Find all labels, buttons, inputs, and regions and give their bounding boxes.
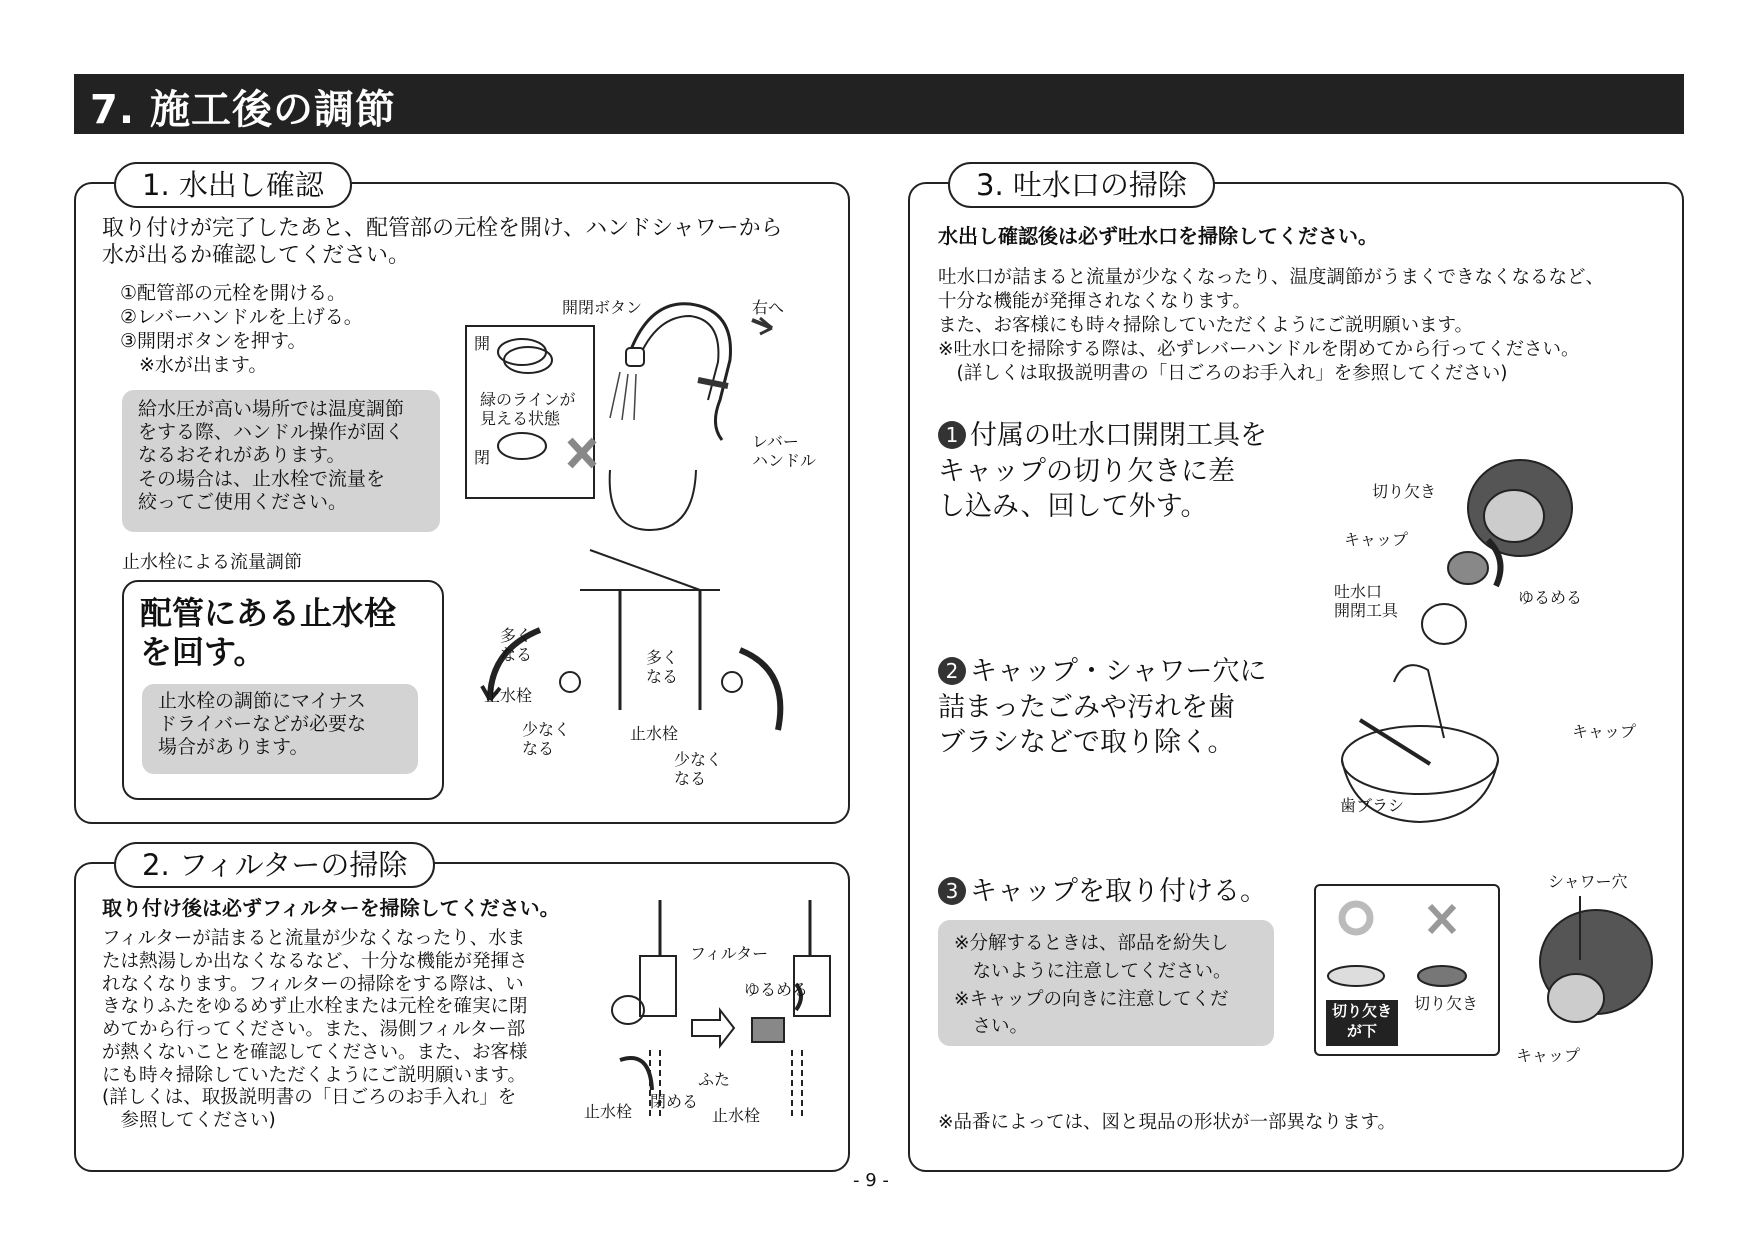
footnote: ※品番によっては、図と現品の形状が一部異なります。 bbox=[938, 1112, 1397, 1133]
section2-title: 2. フィルターの掃除 bbox=[114, 842, 435, 888]
chapter-title: 7. 施工後の調節 bbox=[90, 87, 396, 133]
step1-number: 1 bbox=[938, 421, 966, 449]
chapter-header bbox=[74, 74, 1684, 134]
label-close: 閉める bbox=[650, 1092, 699, 1111]
section1-note-box bbox=[122, 390, 440, 532]
label-cap: キャップ bbox=[1344, 530, 1409, 549]
flow-caption: 止水栓による流量調節 bbox=[122, 552, 302, 573]
label-more-right: 多く なる bbox=[646, 648, 679, 687]
label-closed: 閉 bbox=[474, 448, 491, 467]
step1-text: 付属の吐水口開閉工具を キャップの切り欠きに差 し込み、回して外す。 bbox=[938, 420, 1267, 523]
label-lever: レバー ハンドル bbox=[752, 432, 817, 471]
label-notch: 切り欠き bbox=[1372, 482, 1437, 501]
step3-number: 3 bbox=[938, 877, 966, 905]
step2-number: 2 bbox=[938, 657, 966, 685]
label-tool: 吐水口 開閉工具 bbox=[1334, 582, 1399, 621]
step3-note: ※分解するときは、部品を紛失し ないように注意してください。 ※キャップの向きに注意してくだ さい。 bbox=[954, 933, 1232, 1038]
spout-cleaning-illustration bbox=[1320, 420, 1650, 830]
section1-title: 1. 水出し確認 bbox=[114, 162, 352, 208]
section1-intro: 取り付けが完了したあと、配管部の元栓を開け、ハンドシャワーから 水が出るか確認してください。 bbox=[102, 216, 783, 268]
section1-note: 給水圧が高い場所では温度調節 をする際、ハンドル操作が固く なるおそれがあります。 その場合は、止水栓で流量を 絞ってご使用ください。 bbox=[138, 398, 405, 513]
label-green-line: 緑のラインが 見える状態 bbox=[480, 390, 576, 429]
callout-box bbox=[122, 580, 444, 800]
section2-body: フィルターが詰まると流量が少なくなったり、水ま たは熱湯しか出なくなるなど、十分な機能が発揮さ れなくなります。フィルターの掃除をする際は、い きなりふたをゆるめず止水栓または元栓を確実に閉 めてから行ってください。また、湯側フィルター部 が熱くないことを確認してください。また、お客様 にも時々掃除していただくようにご説明願います。 (詳しくは、取扱説明書の「日ごろのお手入れ」を 参照してください) bbox=[102, 928, 528, 1131]
label-stop-right-2: 止水栓 bbox=[712, 1106, 761, 1125]
label-brush: 歯ブラシ bbox=[1340, 796, 1405, 815]
label-stop-left: 止水栓 bbox=[484, 686, 533, 705]
label-less-right: 少なく なる bbox=[674, 750, 723, 789]
label-more-left: 多く なる bbox=[500, 626, 533, 665]
label-cap-3: キャップ bbox=[1516, 1046, 1581, 1065]
section3-lead: 水出し確認後は必ず吐水口を掃除してください。 bbox=[938, 224, 1378, 248]
label-shower-hole: シャワー穴 bbox=[1548, 872, 1628, 891]
label-loosen-3: ゆるめる bbox=[1518, 588, 1583, 607]
label-stop-left-2: 止水栓 bbox=[584, 1102, 633, 1121]
label-stop-right: 止水栓 bbox=[630, 724, 679, 743]
step2-text: キャップ・シャワー穴に 詰まったごみや汚れを歯 ブラシなどで取り除く。 bbox=[938, 656, 1267, 759]
callout-note-box bbox=[142, 684, 418, 774]
section3-body: 吐水口が詰まると流量が少なくなったり、温度調節がうまくできなくなるなど、 十分な機能が発揮されなくなります。 また、お客様にも時々掃除していただくようにご説明願います。 ※吐水口を掃除する際は、必ずレバーハンドルを閉めてから行ってください。 (詳しくは取扱説明書の「日ごろのお手入れ」を参照してください) bbox=[938, 267, 1605, 385]
page-number: - 9 - bbox=[853, 1170, 889, 1191]
callout-note: 止水栓の調節にマイナス ドライバーなどが必要な 場合があります。 bbox=[158, 690, 367, 759]
label-less-left: 少なく なる bbox=[522, 720, 571, 759]
step3-note-box bbox=[938, 920, 1274, 1046]
label-right: 右へ bbox=[752, 298, 785, 317]
section2-lead: 取り付け後は必ずフィルターを掃除してください。 bbox=[102, 896, 560, 920]
orientation-box bbox=[1314, 884, 1500, 1056]
label-notch-2: 切り欠き bbox=[1414, 994, 1479, 1013]
label-filter: フィルター bbox=[690, 944, 769, 963]
label-lid: ふた bbox=[698, 1070, 731, 1089]
callout-title: 配管にある止水栓 を回す。 bbox=[140, 594, 397, 672]
step3 bbox=[938, 876, 1267, 909]
label-cap-2: キャップ bbox=[1572, 722, 1637, 741]
section3-title: 3. 吐水口の掃除 bbox=[948, 162, 1215, 208]
step2 bbox=[938, 654, 1266, 761]
label-notch-down: 切り欠き が下 bbox=[1326, 1000, 1398, 1046]
step1 bbox=[938, 418, 1267, 525]
section1-steps: ①配管部の元栓を開ける。 ②レバーハンドルを上げる。 ③開閉ボタンを押す。 ※水が出ます。 bbox=[120, 282, 363, 376]
label-loosen: ゆるめる bbox=[744, 980, 809, 999]
label-button: 開閉ボタン bbox=[562, 298, 643, 317]
cap-installed-illustration bbox=[1500, 900, 1670, 1050]
label-open: 開 bbox=[474, 334, 491, 353]
step3-text: キャップを取り付ける。 bbox=[970, 876, 1267, 907]
